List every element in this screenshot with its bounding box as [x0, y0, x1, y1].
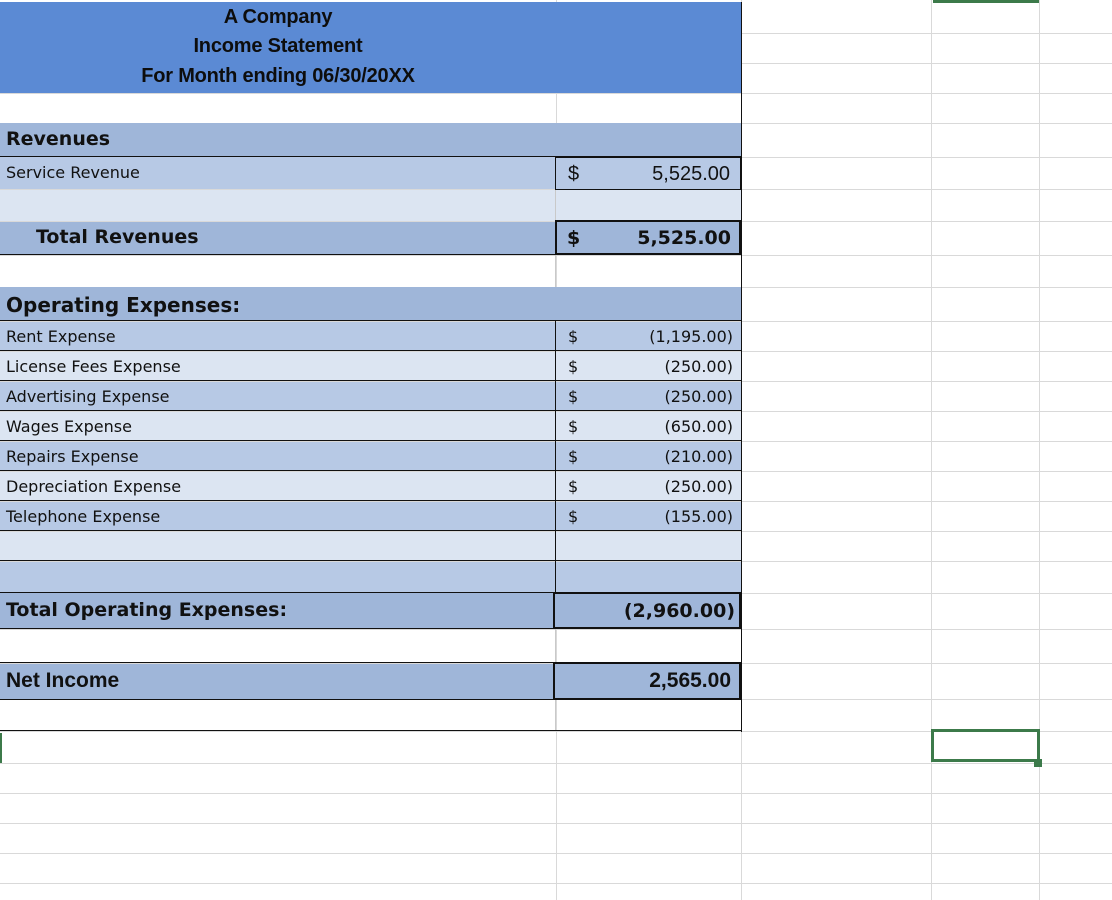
- gridline: [0, 853, 1112, 854]
- expense-amount: (1,195.00): [649, 327, 733, 346]
- currency-symbol: $: [568, 447, 579, 466]
- active-cell-selection[interactable]: [931, 729, 1040, 762]
- total-expenses-label-cell[interactable]: [0, 593, 556, 629]
- expense-row[interactable]: [0, 352, 741, 381]
- gridline: [0, 93, 1112, 94]
- border: [0, 470, 741, 471]
- gridline: [0, 255, 1112, 256]
- statement-header[interactable]: [0, 2, 741, 93]
- border: [0, 530, 741, 531]
- expense-label: Rent Expense: [6, 327, 116, 346]
- total-revenues-amount-cell[interactable]: [555, 220, 741, 255]
- currency-symbol: $: [568, 327, 579, 346]
- fill-handle[interactable]: [1034, 759, 1042, 767]
- border: [0, 699, 741, 700]
- total-expenses-amount: (2,960.00): [623, 600, 735, 622]
- border: [555, 255, 556, 287]
- statement-period: For Month ending 06/30/20XX: [141, 65, 415, 87]
- revenues-section-row[interactable]: [0, 123, 741, 157]
- column-header-marker: [933, 0, 1039, 3]
- currency-symbol: $: [568, 417, 579, 436]
- gridline: [931, 0, 932, 900]
- gridline: [0, 763, 1112, 764]
- blank-row[interactable]: [0, 190, 741, 221]
- table-right-border: [741, 2, 742, 732]
- total-revenues-amount: 5,525.00: [637, 227, 731, 249]
- row-edge-marker: [0, 733, 2, 763]
- border: [0, 254, 556, 255]
- blank-row[interactable]: [0, 562, 741, 592]
- border: [0, 628, 741, 629]
- gridline: [0, 793, 1112, 794]
- net-income-amount-cell[interactable]: [553, 662, 741, 700]
- expense-label: Wages Expense: [6, 417, 132, 436]
- border: [0, 350, 741, 351]
- border: [0, 380, 741, 381]
- service-revenue-amount-cell[interactable]: [555, 157, 741, 190]
- total-expenses-amount-cell[interactable]: [553, 592, 741, 629]
- currency-symbol: $: [568, 163, 580, 185]
- expense-amount: (210.00): [664, 447, 733, 466]
- service-revenue-label-cell[interactable]: [0, 157, 556, 189]
- expense-row[interactable]: [0, 322, 741, 351]
- total-expenses-label: Total Operating Expenses:: [6, 599, 288, 621]
- expenses-section-label: Operating Expenses:: [6, 293, 241, 317]
- expense-row[interactable]: [0, 382, 741, 411]
- revenues-section-label: Revenues: [6, 128, 111, 150]
- expense-label: Depreciation Expense: [6, 477, 182, 496]
- expense-amount: (250.00): [664, 357, 733, 376]
- expense-amount: (650.00): [664, 417, 733, 436]
- border: [0, 560, 741, 561]
- currency-symbol: $: [568, 357, 579, 376]
- expense-amount: (250.00): [664, 477, 733, 496]
- border: [0, 440, 741, 441]
- expense-amount: (155.00): [664, 507, 733, 526]
- gridline: [0, 883, 1112, 884]
- expense-row[interactable]: [0, 412, 741, 441]
- border: [0, 500, 741, 501]
- border: [555, 629, 556, 663]
- gridline: [0, 629, 1112, 630]
- currency-symbol: $: [568, 387, 579, 406]
- border: [555, 190, 556, 221]
- border: [555, 700, 556, 731]
- expense-label: License Fees Expense: [6, 357, 181, 376]
- currency-symbol: $: [568, 477, 579, 496]
- expense-row[interactable]: [0, 472, 741, 501]
- currency-symbol: $: [567, 227, 581, 249]
- total-revenues-label-cell[interactable]: [0, 222, 556, 254]
- border: [555, 531, 556, 593]
- service-revenue-amount: 5,525.00: [652, 163, 730, 185]
- service-revenue-label: Service Revenue: [6, 163, 140, 182]
- expense-label: Advertising Expense: [6, 387, 170, 406]
- expense-amount: (250.00): [664, 387, 733, 406]
- expense-label: Telephone Expense: [6, 507, 161, 526]
- expense-row[interactable]: [0, 502, 741, 531]
- border: [0, 730, 741, 731]
- company-name: A Company: [223, 6, 333, 28]
- net-income-label-cell[interactable]: [0, 664, 556, 699]
- gridline: [0, 823, 1112, 824]
- currency-symbol: $: [568, 507, 579, 526]
- blank-row[interactable]: [0, 532, 741, 561]
- total-revenues-label: Total Revenues: [36, 226, 199, 248]
- statement-title: Income Statement: [193, 35, 363, 57]
- expense-label: Repairs Expense: [6, 447, 139, 466]
- border: [0, 410, 741, 411]
- net-income-amount: 2,565.00: [649, 669, 731, 692]
- net-income-label: Net Income: [6, 669, 120, 692]
- expense-row[interactable]: [0, 442, 741, 471]
- border: [555, 321, 556, 531]
- expenses-section-row[interactable]: [0, 287, 741, 321]
- border: [0, 320, 741, 321]
